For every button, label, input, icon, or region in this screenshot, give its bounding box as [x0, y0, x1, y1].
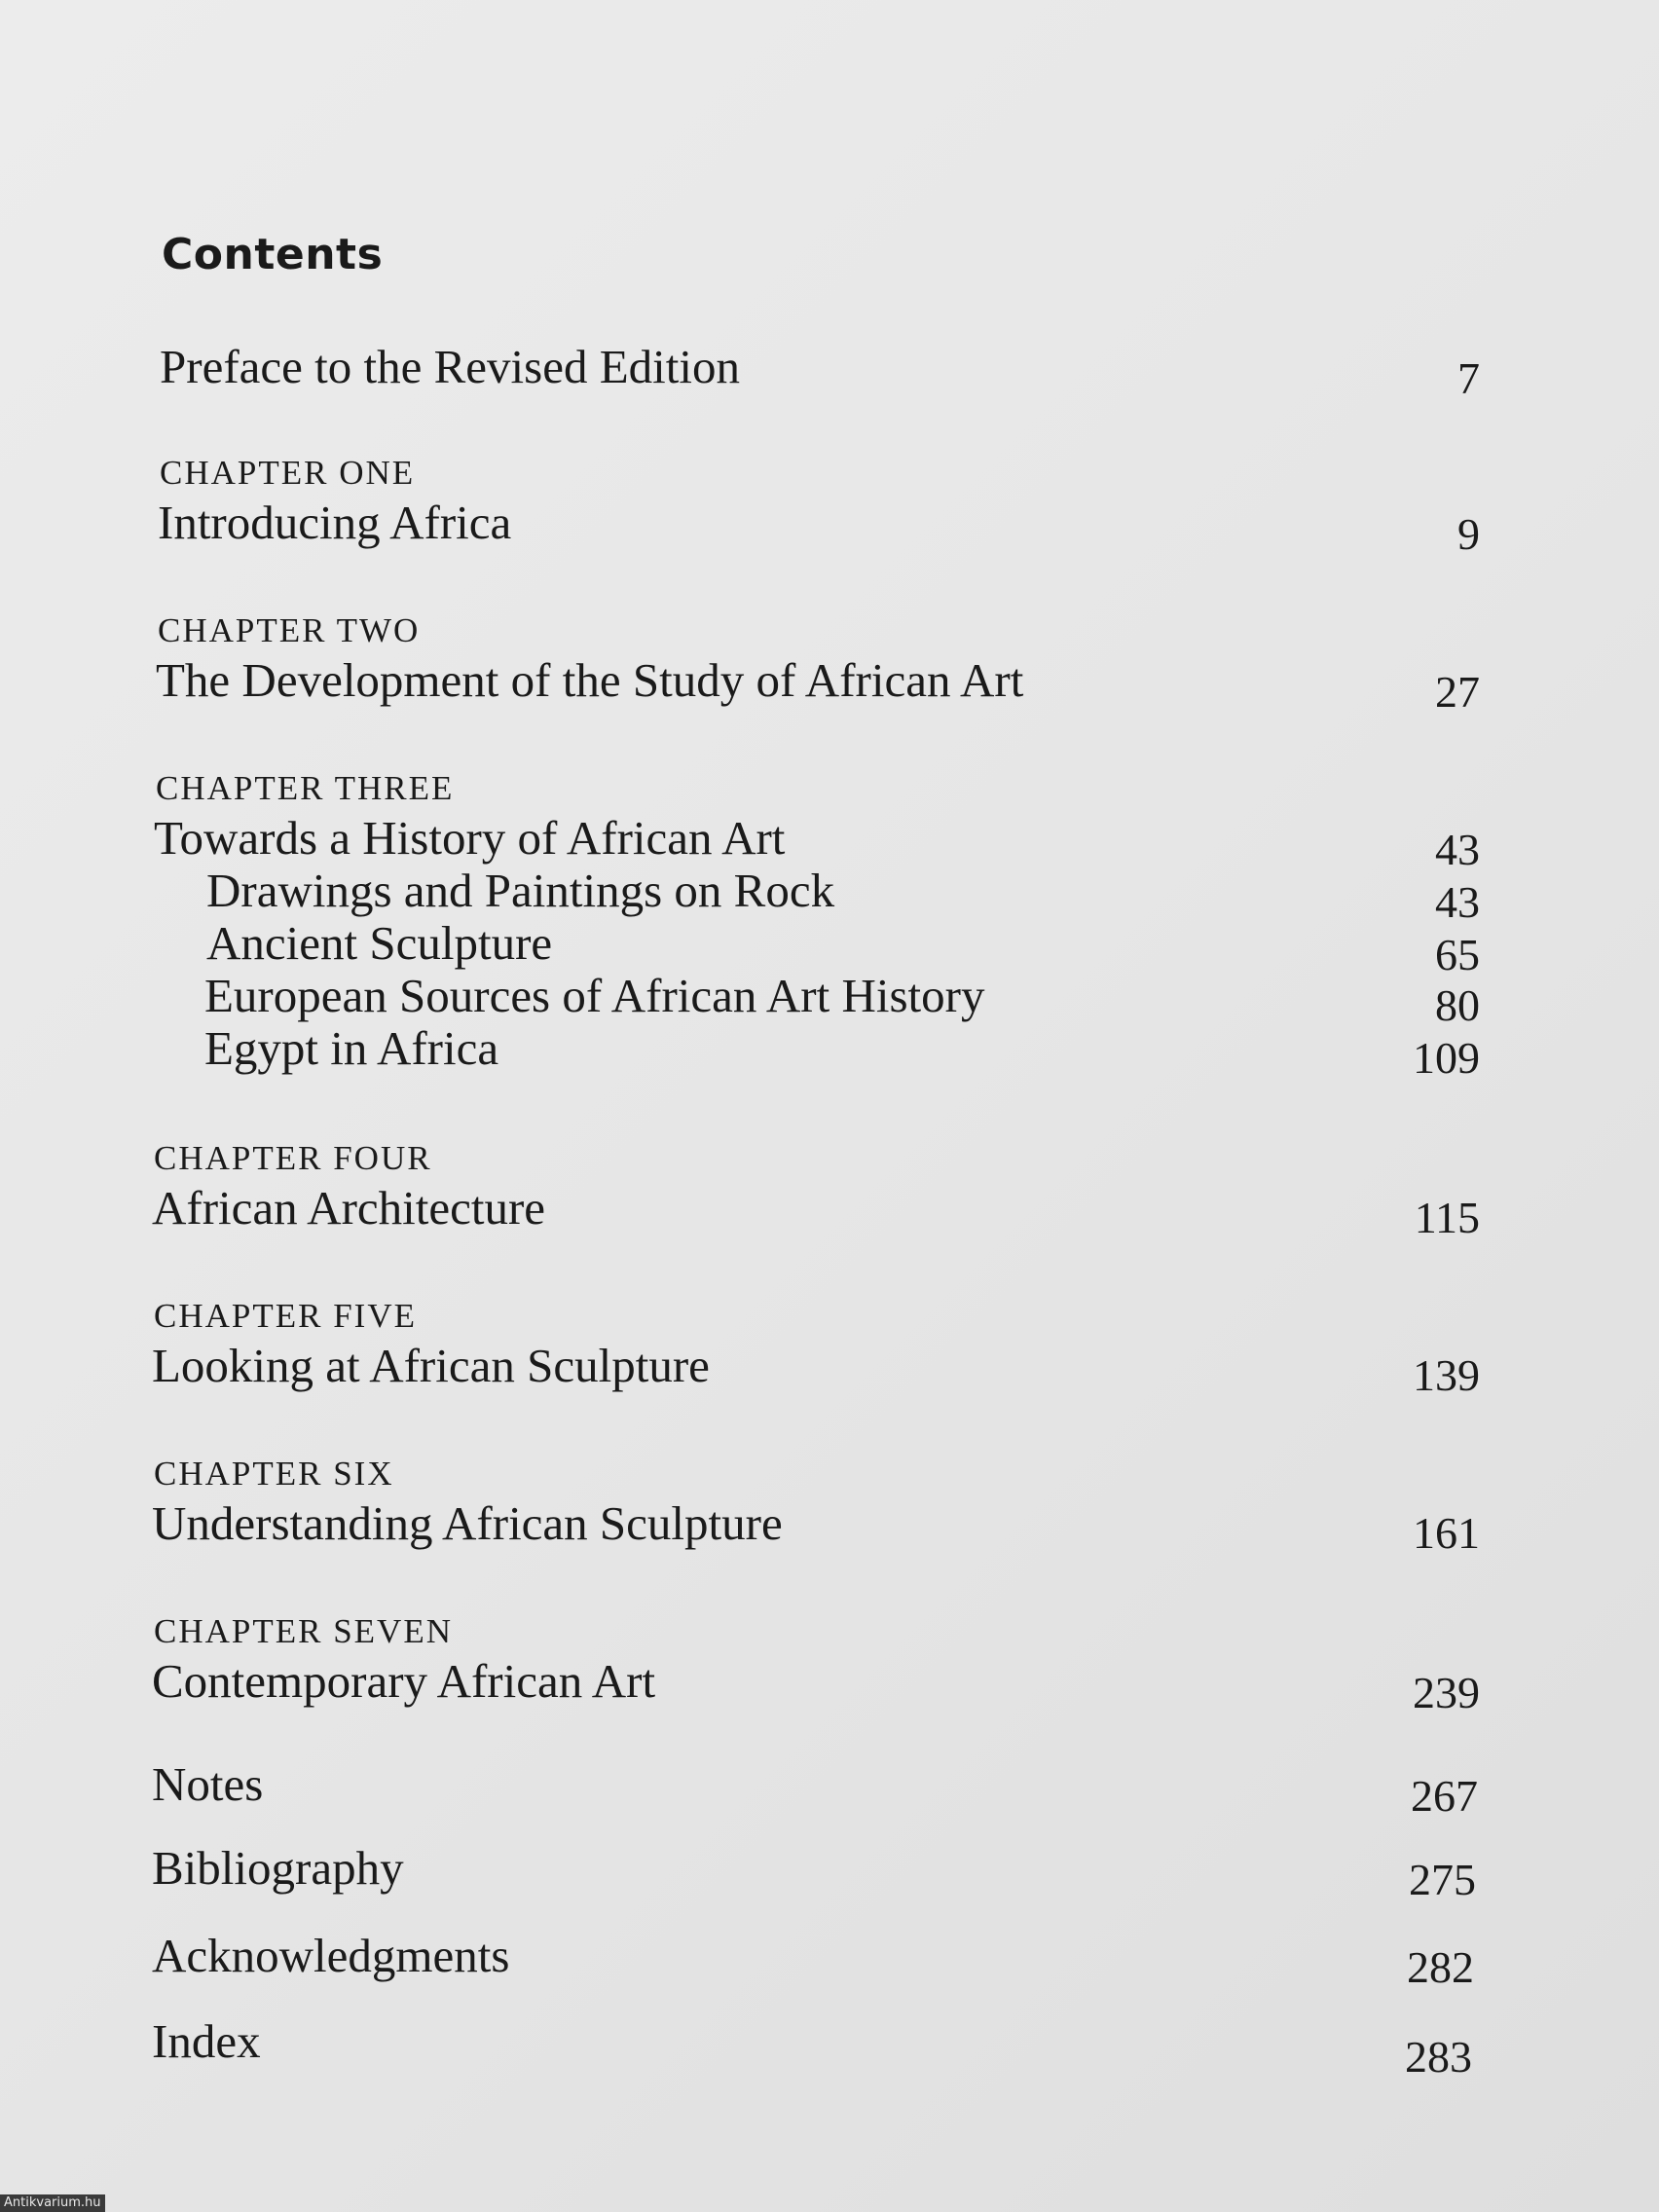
chapter-label: CHAPTER FIVE — [154, 1297, 417, 1335]
chapter-title: Understanding African Sculpture — [152, 1496, 783, 1550]
backmatter-title: Acknowledgments — [152, 1929, 510, 1982]
chapter-title: African Architecture — [152, 1181, 546, 1235]
section-page: 109 — [1413, 1033, 1480, 1083]
watermark: Antikvarium.hu — [0, 2194, 105, 2212]
backmatter-title: Notes — [152, 1757, 264, 1811]
chapter-label: CHAPTER ONE — [160, 454, 416, 492]
chapter-title: Contemporary African Art — [152, 1654, 656, 1708]
preface-title: Preface to the Revised Edition — [160, 340, 740, 393]
chapter-page: 115 — [1414, 1193, 1480, 1242]
chapter-label: CHAPTER FOUR — [154, 1139, 432, 1177]
chapter-page: 139 — [1413, 1350, 1480, 1400]
section-page: 80 — [1435, 980, 1480, 1030]
preface-page: 7 — [1457, 353, 1480, 403]
backmatter-page: 283 — [1405, 2032, 1472, 2082]
section-title: Ancient Sculpture — [206, 916, 553, 970]
page-title: Contents — [162, 230, 384, 279]
section-title: European Sources of African Art History — [204, 969, 985, 1022]
backmatter-page: 267 — [1411, 1771, 1478, 1821]
chapter-label: CHAPTER TWO — [158, 611, 421, 649]
section-page: 43 — [1435, 877, 1480, 927]
backmatter-page: 282 — [1407, 1942, 1474, 1992]
backmatter-page: 275 — [1409, 1855, 1476, 1904]
chapter-title: Introducing Africa — [158, 496, 512, 549]
backmatter-title: Bibliography — [152, 1841, 404, 1895]
chapter-page: 239 — [1413, 1668, 1480, 1717]
chapter-title: Looking at African Sculpture — [152, 1339, 710, 1392]
backmatter-title: Index — [152, 2014, 261, 2068]
chapter-page: 9 — [1457, 509, 1480, 559]
chapter-label: CHAPTER SEVEN — [154, 1612, 453, 1650]
chapter-page: 161 — [1413, 1508, 1480, 1558]
chapter-page: 43 — [1435, 825, 1480, 874]
section-page: 65 — [1435, 930, 1480, 979]
chapter-title: Towards a History of African Art — [154, 811, 786, 865]
chapter-label: CHAPTER SIX — [154, 1455, 394, 1493]
chapter-page: 27 — [1435, 667, 1480, 717]
chapter-label: CHAPTER THREE — [156, 769, 455, 807]
section-title: Drawings and Paintings on Rock — [206, 864, 835, 917]
chapter-title: The Development of the Study of African Art — [156, 653, 1024, 707]
section-title: Egypt in Africa — [204, 1021, 499, 1075]
